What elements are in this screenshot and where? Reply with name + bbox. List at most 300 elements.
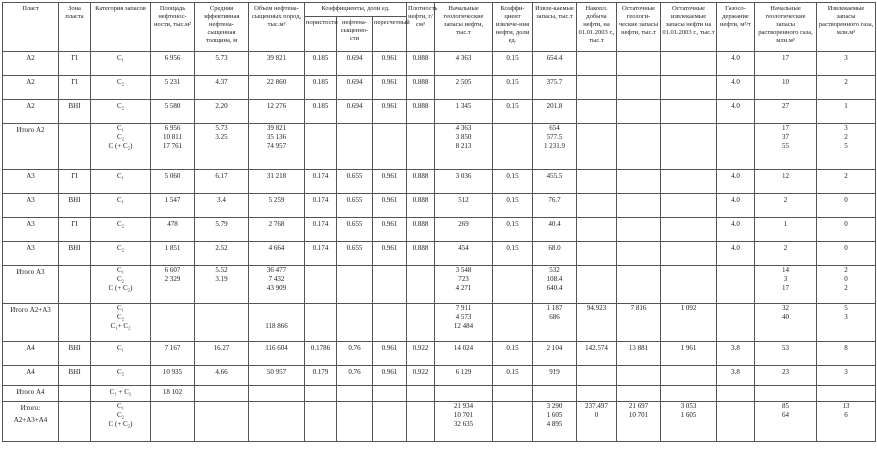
cell-value: 142.574	[585, 344, 608, 352]
cell-geol	[435, 366, 493, 386]
cell-ostg	[617, 218, 661, 242]
cell-neft	[337, 402, 373, 442]
cell-geol	[435, 342, 493, 366]
cell-ngaz	[755, 218, 817, 242]
cell-value: 0.961	[381, 78, 398, 86]
cell-value	[618, 124, 659, 133]
cell-value: А3	[26, 172, 35, 180]
cell-value: 18 102	[162, 388, 183, 396]
cell-gazs	[717, 366, 755, 386]
cell-value: 1 231.9	[544, 142, 565, 150]
cell-value	[60, 402, 89, 414]
cell-kin	[493, 76, 533, 100]
cell-value	[436, 386, 491, 398]
table-row	[3, 194, 876, 218]
cell-plast	[3, 218, 59, 242]
cell-plot	[407, 52, 435, 76]
cell-value: C (+ C₂)	[108, 284, 133, 292]
cell-nakop	[577, 52, 617, 76]
cell-value: 4 895	[546, 420, 563, 428]
cell-plast	[3, 386, 59, 402]
cell-igaz	[817, 100, 876, 124]
cell-value: 10 701	[453, 411, 474, 419]
cell-value: 32	[782, 304, 789, 312]
cell-value: 68.0	[548, 244, 561, 252]
cell-value	[250, 420, 303, 429]
cell-ngaz	[755, 76, 817, 100]
cell-kin	[493, 304, 533, 342]
cell-value: ГI	[71, 54, 78, 62]
cell-value	[618, 133, 659, 142]
cell-nakop	[577, 342, 617, 366]
cell-value	[250, 313, 303, 322]
cell-value: 0.888	[412, 54, 429, 62]
cell-neft	[337, 266, 373, 304]
cell-ostg	[617, 76, 661, 100]
cell-value: 12	[782, 172, 789, 180]
cell-value: 118 866	[265, 322, 288, 330]
cell-value: 0.174	[312, 196, 329, 204]
cell-kin	[493, 366, 533, 386]
cell-value	[152, 420, 193, 429]
cell-izvl	[533, 124, 577, 170]
cell-osti	[661, 242, 717, 266]
header-poristost: пористости	[305, 17, 337, 52]
cell-ploshad	[151, 366, 195, 386]
cell-value: 0.961	[381, 54, 398, 62]
cell-value: C₁	[116, 266, 125, 274]
cell-plot	[407, 170, 435, 194]
cell-value: 0.174	[312, 172, 329, 180]
cell-value	[196, 142, 247, 151]
cell-value: 0.961	[381, 172, 398, 180]
cell-plast	[3, 342, 59, 366]
cell-value: 269	[458, 220, 469, 228]
cell-value	[718, 402, 753, 414]
cell-value: 4 664	[268, 244, 285, 252]
header-plast: Пласт	[3, 3, 59, 52]
header-nakop: Накопл. добыча нефти, на 01.01.2003 г., тыс.т	[577, 3, 617, 52]
cell-value	[534, 386, 575, 398]
cell-value: 1 961	[680, 344, 697, 352]
cell-ngaz	[755, 124, 817, 170]
cell-value	[578, 100, 615, 112]
cell-value: C₁	[116, 304, 125, 312]
cell-izvl	[533, 170, 577, 194]
cell-plot	[407, 76, 435, 100]
cell-geol	[435, 124, 493, 170]
cell-value	[306, 386, 335, 398]
cell-value	[196, 420, 247, 429]
cell-zona	[59, 170, 91, 194]
cell-plast	[3, 366, 59, 386]
cell-value	[60, 386, 89, 398]
cell-value	[662, 100, 715, 112]
cell-kin	[493, 342, 533, 366]
cell-value	[662, 124, 715, 133]
cell-neft	[337, 194, 373, 218]
cell-value	[338, 266, 371, 278]
cell-value: 0.655	[346, 196, 363, 204]
cell-value	[196, 386, 247, 398]
table-row	[3, 304, 876, 342]
cell-value: 4 573	[455, 313, 472, 321]
cell-value	[618, 420, 659, 429]
cell-value: 4.37	[215, 78, 228, 86]
cell-obem	[249, 194, 305, 218]
cell-value: 53	[782, 344, 789, 352]
cell-ostg	[617, 366, 661, 386]
cell-value: 5.52	[215, 266, 228, 274]
cell-osti	[661, 170, 717, 194]
cell-value: 116 604	[265, 344, 288, 352]
cell-per	[373, 386, 407, 402]
cell-igaz	[817, 76, 876, 100]
cell-value: 0.888	[412, 244, 429, 252]
cell-value: 640.4	[546, 284, 563, 292]
cell-neft	[337, 100, 373, 124]
cell-obem	[249, 366, 305, 386]
cell-value	[662, 313, 715, 322]
cell-value	[618, 242, 659, 254]
cell-kat	[91, 402, 151, 442]
cell-value: Итого А2+А3	[10, 306, 51, 314]
cell-value: 12 484	[453, 322, 474, 330]
cell-zona	[59, 218, 91, 242]
cell-value: 10	[782, 78, 789, 86]
cell-value: 8	[844, 344, 848, 352]
cell-ngaz	[755, 100, 817, 124]
cell-izvl	[533, 266, 577, 304]
cell-value: C₂	[116, 313, 125, 321]
cell-ostg	[617, 266, 661, 304]
cell-geol	[435, 266, 493, 304]
cell-value	[662, 142, 715, 151]
cell-value	[196, 284, 247, 293]
cell-value: 2	[844, 284, 848, 292]
cell-value: 0.179	[312, 368, 329, 376]
cell-value	[306, 304, 335, 316]
cell-value: 4.0	[731, 244, 740, 252]
cell-value: C₁+ C₂	[110, 322, 131, 330]
cell-value: 0.1786	[310, 344, 331, 352]
cell-kat	[91, 124, 151, 170]
cell-value	[306, 266, 335, 278]
cell-value: ВНI	[68, 102, 81, 110]
cell-kat	[91, 76, 151, 100]
cell-obem	[249, 266, 305, 304]
cell-osti	[661, 52, 717, 76]
cell-ploshad	[151, 76, 195, 100]
cell-value: 0	[844, 275, 848, 283]
cell-izvl	[533, 402, 577, 442]
cell-value	[578, 242, 615, 254]
cell-value: 85	[782, 402, 789, 410]
cell-tolsh	[195, 76, 249, 100]
cell-value	[578, 142, 615, 151]
cell-value	[152, 411, 193, 420]
cell-value	[618, 142, 659, 151]
cell-igaz	[817, 218, 876, 242]
cell-value: А3	[26, 244, 35, 252]
cell-per	[373, 194, 407, 218]
cell-value: 2	[783, 196, 788, 204]
cell-kat	[91, 304, 151, 342]
cell-value: 40.4	[548, 220, 561, 228]
cell-value: 1 345	[455, 102, 472, 110]
cell-gazs	[717, 52, 755, 76]
cell-plast	[3, 266, 59, 304]
cell-osti	[661, 304, 717, 342]
header-obem: Объем нефтена-сыщенных пород, тыс.м³	[249, 3, 305, 52]
cell-geol	[435, 402, 493, 442]
table-row	[3, 402, 876, 442]
cell-value: 3	[844, 54, 848, 62]
cell-value: А4	[26, 368, 35, 376]
cell-ostg	[617, 52, 661, 76]
cell-value: 0.76	[348, 344, 361, 352]
cell-igaz	[817, 386, 876, 402]
cell-tolsh	[195, 100, 249, 124]
cell-obem	[249, 402, 305, 442]
cell-zona	[59, 242, 91, 266]
cell-value	[618, 76, 659, 88]
cell-value: 4.0	[731, 220, 740, 228]
header-kategoriya: Категория запасов	[91, 3, 151, 52]
cell-value: 43 909	[266, 284, 287, 292]
cell-value: C₁	[116, 344, 125, 352]
cell-value: 0.888	[412, 220, 429, 228]
cell-kat	[91, 100, 151, 124]
cell-igaz	[817, 194, 876, 218]
cell-igaz	[817, 52, 876, 76]
cell-per	[373, 266, 407, 304]
cell-osti	[661, 124, 717, 170]
cell-ploshad	[151, 266, 195, 304]
cell-value: C₁	[116, 196, 125, 204]
cell-value	[408, 266, 433, 278]
cell-value: 22 860	[266, 78, 287, 86]
cell-izvl	[533, 100, 577, 124]
cell-value	[756, 386, 815, 398]
cell-ostg	[617, 386, 661, 402]
cell-value: 21 697	[628, 402, 649, 410]
cell-value: 1 187	[546, 304, 563, 312]
cell-value: 39 821	[266, 54, 287, 62]
cell-value	[618, 194, 659, 206]
cell-kat	[91, 342, 151, 366]
cell-gazs	[717, 170, 755, 194]
cell-value	[250, 411, 303, 420]
cell-geol	[435, 386, 493, 402]
cell-value: 0.961	[381, 220, 398, 228]
cell-value	[578, 284, 615, 293]
table-row	[3, 386, 876, 402]
cell-value: 512	[458, 196, 469, 204]
cell-value	[534, 322, 575, 331]
cell-value: C₁	[116, 402, 125, 410]
cell-plot	[407, 342, 435, 366]
cell-per	[373, 124, 407, 170]
cell-value	[662, 275, 715, 284]
cell-geol	[435, 218, 493, 242]
cell-value	[408, 402, 433, 414]
cell-value: 6	[844, 411, 848, 419]
cell-izvl	[533, 386, 577, 402]
cell-value: 2 329	[164, 275, 181, 283]
cell-ploshad	[151, 100, 195, 124]
cell-value	[374, 266, 405, 278]
cell-value	[196, 402, 247, 411]
cell-kin	[493, 100, 533, 124]
cell-value: 1	[844, 102, 848, 110]
cell-value: 0.888	[412, 172, 429, 180]
cell-tolsh	[195, 342, 249, 366]
cell-ngaz	[755, 170, 817, 194]
cell-value: ВНI	[68, 244, 81, 252]
cell-value: 0.15	[506, 220, 519, 228]
cell-value: 2	[844, 78, 848, 86]
cell-value: 5 060	[164, 172, 181, 180]
cell-izvl	[533, 76, 577, 100]
cell-ostg	[617, 342, 661, 366]
cell-value	[250, 386, 303, 398]
cell-value: 1 092	[680, 304, 697, 312]
cell-igaz	[817, 124, 876, 170]
cell-value	[374, 304, 405, 316]
cell-kat	[91, 242, 151, 266]
cell-kin	[493, 218, 533, 242]
cell-value: 2 104	[546, 344, 563, 352]
cell-value: 1	[783, 220, 788, 228]
cell-ploshad	[151, 386, 195, 402]
cell-ngaz	[755, 366, 817, 386]
cell-value	[494, 304, 531, 316]
table-row	[3, 52, 876, 76]
cell-value: 5	[844, 142, 848, 150]
cell-ngaz	[755, 266, 817, 304]
cell-value: 7 816	[630, 304, 647, 312]
cell-value: 0.961	[381, 368, 398, 376]
cell-value: 0.15	[506, 78, 519, 86]
cell-value: 3 850	[455, 133, 472, 141]
cell-kat	[91, 52, 151, 76]
cell-value: 7 432	[268, 275, 285, 283]
cell-value: 723	[458, 275, 469, 283]
cell-value	[578, 52, 615, 64]
cell-value: 0.15	[506, 196, 519, 204]
cell-nakop	[577, 402, 617, 442]
cell-zona	[59, 342, 91, 366]
cell-value: 2	[844, 172, 848, 180]
cell-value: 2 505	[455, 78, 472, 86]
cell-value	[618, 284, 659, 293]
header-nach-geol: Начальные геологические запасы нефти, тыс.т	[435, 3, 493, 52]
cell-obem	[249, 124, 305, 170]
cell-ostg	[617, 242, 661, 266]
cell-tolsh	[195, 52, 249, 76]
cell-value	[60, 266, 89, 278]
cell-plot	[407, 242, 435, 266]
cell-value: 3	[844, 368, 848, 376]
cell-plast	[3, 170, 59, 194]
cell-value: 108.4	[546, 275, 563, 283]
cell-por	[305, 194, 337, 218]
cell-value: 0.15	[506, 244, 519, 252]
cell-value: 478	[167, 220, 178, 228]
cell-gazs	[717, 304, 755, 342]
cell-igaz	[817, 342, 876, 366]
cell-obem	[249, 242, 305, 266]
cell-value: ГI	[71, 172, 78, 180]
reserves-table	[2, 2, 876, 442]
header-ost-izvl: Остаточные извлекаемые запасы нефти на 01.01.2003 г., тыс.т	[661, 3, 717, 52]
cell-value: 37	[782, 133, 789, 141]
cell-value: 14 024	[453, 344, 474, 352]
cell-value: ВНI	[68, 344, 81, 352]
cell-value: 686	[549, 313, 560, 321]
cell-value	[618, 366, 659, 378]
cell-value: 4 363	[455, 124, 472, 132]
header-plotnost: Плотность нефти, г/см³	[407, 3, 435, 52]
cell-por	[305, 242, 337, 266]
cell-kat	[91, 386, 151, 402]
cell-per	[373, 100, 407, 124]
cell-value	[408, 124, 433, 136]
cell-value: 4.0	[731, 196, 740, 204]
cell-plot	[407, 366, 435, 386]
cell-nakop	[577, 124, 617, 170]
cell-value	[578, 266, 615, 275]
cell-osti	[661, 386, 717, 402]
cell-ostg	[617, 170, 661, 194]
cell-value: C₁	[116, 54, 125, 62]
cell-value: 237.497	[585, 402, 608, 410]
cell-value	[338, 386, 371, 398]
cell-ploshad	[151, 170, 195, 194]
cell-value: 375.7	[546, 78, 563, 86]
cell-value	[618, 218, 659, 230]
cell-gazs	[717, 76, 755, 100]
cell-value: 50 957	[266, 368, 287, 376]
cell-value	[578, 76, 615, 88]
cell-value: 0.174	[312, 244, 329, 252]
cell-zona	[59, 304, 91, 342]
cell-value: ГI	[71, 78, 78, 86]
cell-value: 10 935	[162, 368, 183, 376]
cell-kin	[493, 266, 533, 304]
cell-geol	[435, 304, 493, 342]
cell-value	[338, 304, 371, 316]
cell-por	[305, 342, 337, 366]
cell-por	[305, 76, 337, 100]
cell-value	[718, 304, 753, 316]
cell-per	[373, 218, 407, 242]
cell-kin	[493, 52, 533, 76]
cell-value: 454	[458, 244, 469, 252]
cell-value: 31 218	[266, 172, 287, 180]
cell-value: 4.0	[731, 102, 740, 110]
cell-value: 0.961	[381, 244, 398, 252]
cell-value	[152, 313, 193, 322]
cell-value: 577.5	[546, 133, 563, 141]
cell-value: C₁	[116, 172, 125, 180]
cell-value: 7 167	[164, 344, 181, 352]
cell-izvl	[533, 52, 577, 76]
cell-value: 7 911	[455, 304, 472, 312]
cell-zona	[59, 100, 91, 124]
cell-osti	[661, 76, 717, 100]
